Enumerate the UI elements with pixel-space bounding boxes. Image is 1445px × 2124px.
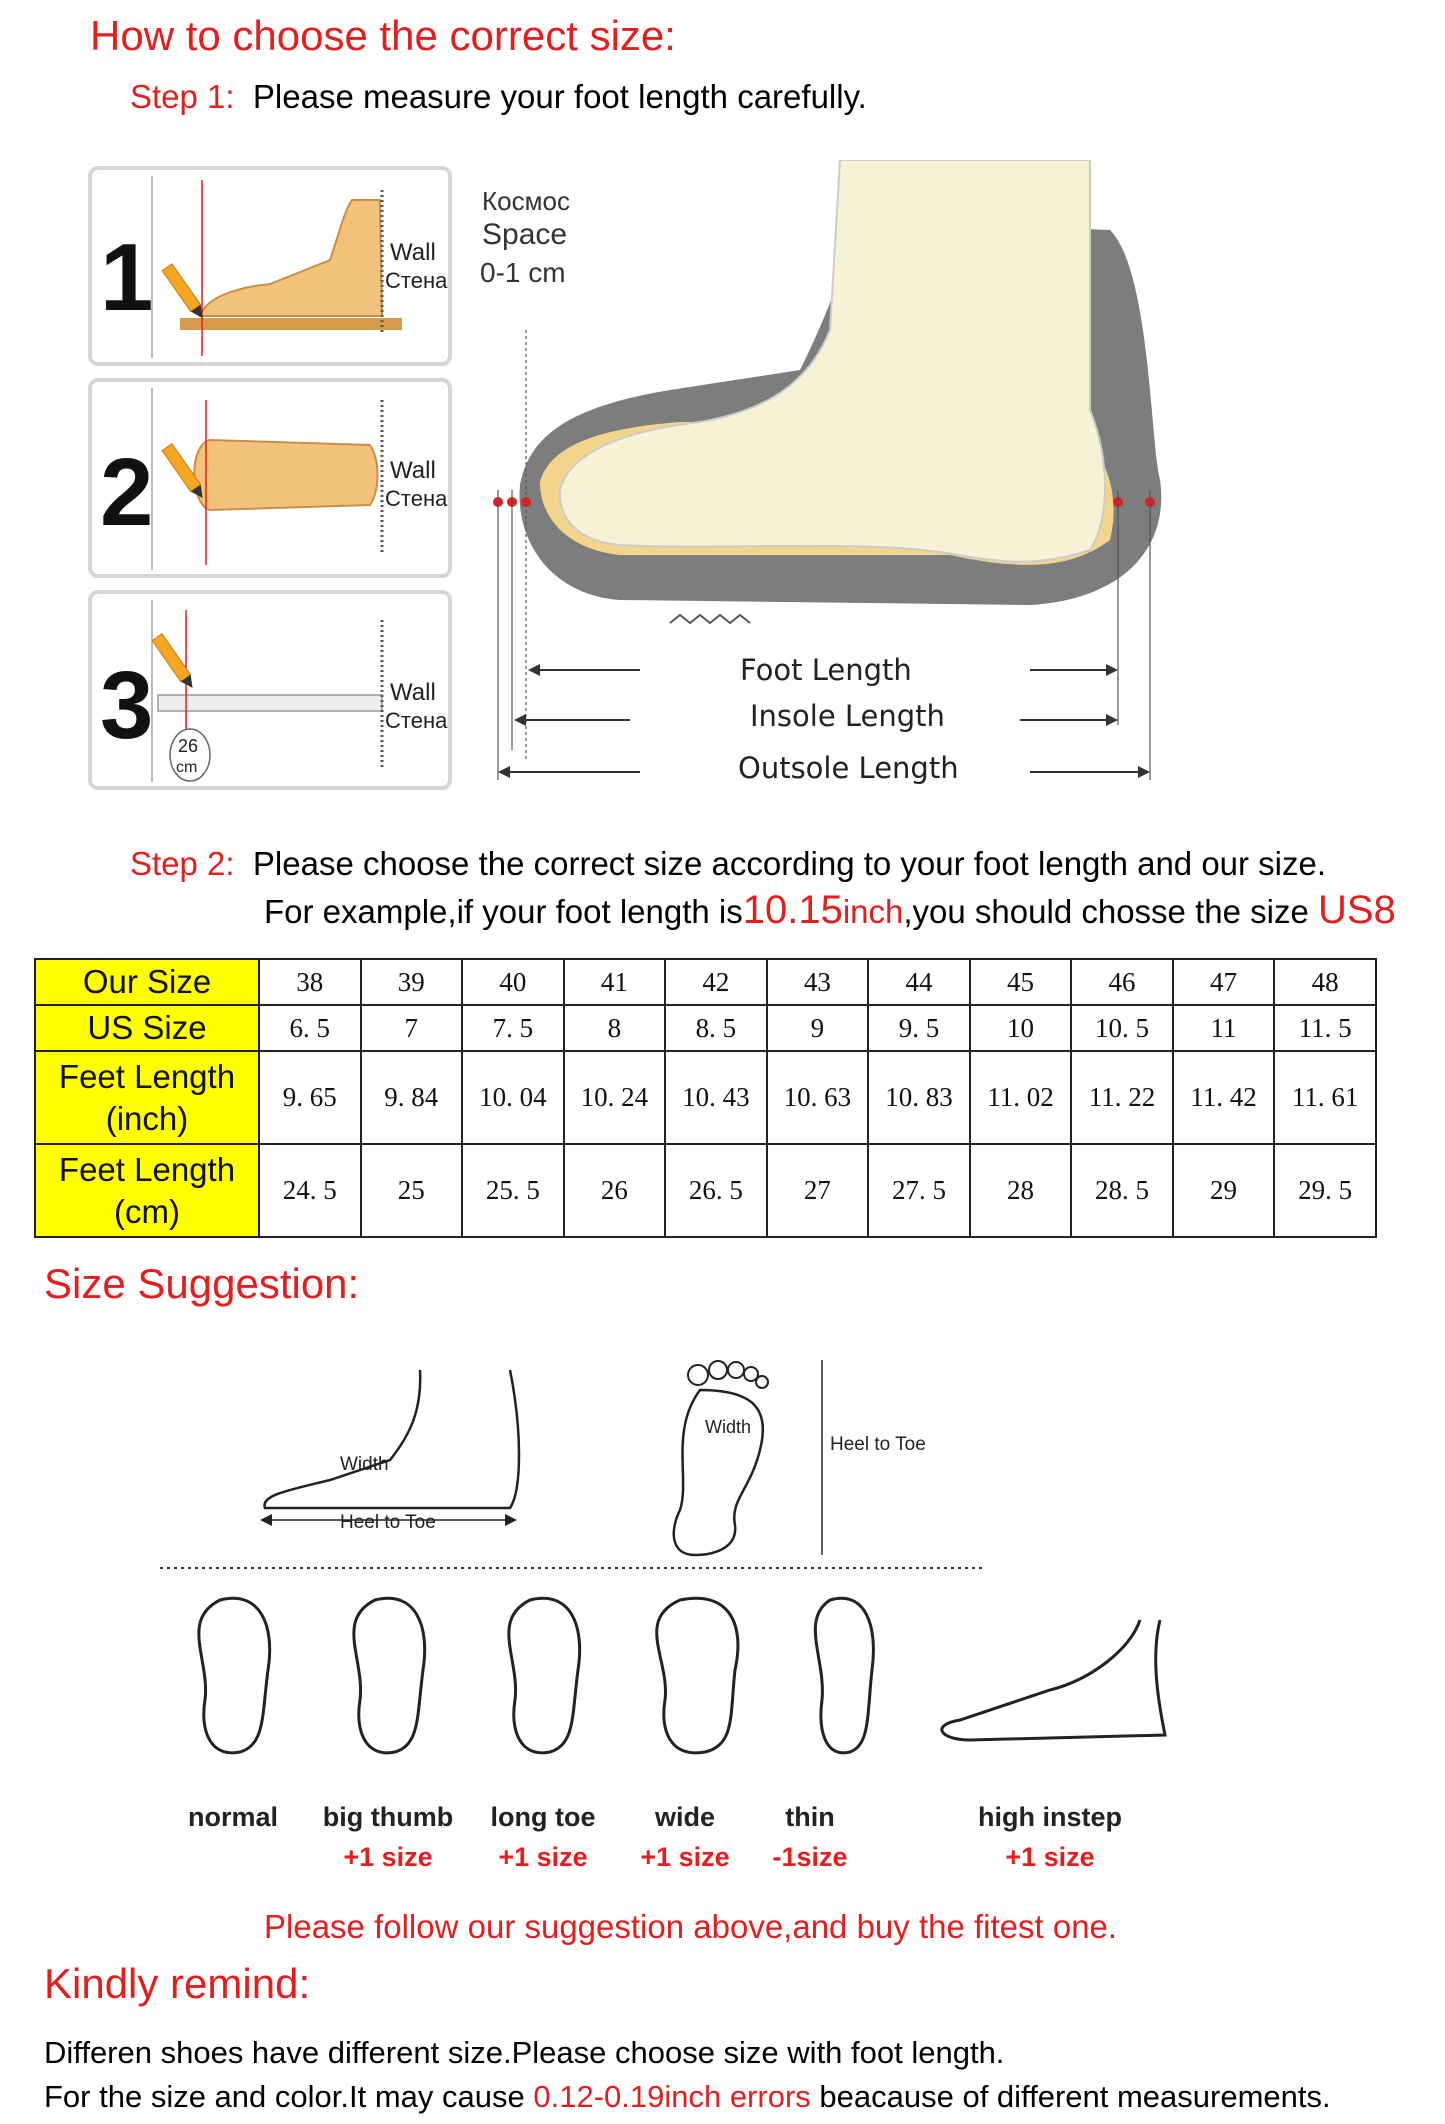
- footprint-normal-icon: [199, 1598, 270, 1753]
- foot-type-thin: thin: [785, 1802, 835, 1832]
- table-cell: 48: [1274, 959, 1376, 1005]
- foot-top-icon: [194, 440, 377, 510]
- measure-panels: [80, 160, 460, 800]
- shoe-diagram: [470, 160, 1170, 800]
- table-row-us-size: [35, 1005, 1376, 1051]
- footprint-thin-icon: [815, 1598, 873, 1753]
- example-middle: ,you should chosse the size: [903, 893, 1318, 930]
- remind-line-2-suffix: beacause of different measurements.: [810, 2079, 1331, 2114]
- row-header-unit: (inch): [105, 1099, 189, 1137]
- panel-2: [90, 380, 450, 576]
- table-cell: 8: [564, 1005, 666, 1051]
- step2-line: [130, 845, 1326, 883]
- example-prefix: For example,if your foot length is: [264, 893, 743, 930]
- example-value: 10.15: [742, 888, 843, 932]
- table-cell: 43: [767, 959, 869, 1005]
- table-cell: 11. 22: [1071, 1051, 1173, 1144]
- table-cell: 11: [1173, 1005, 1275, 1051]
- remind-line-2: [44, 2079, 1331, 2115]
- table-cell: 46: [1071, 959, 1173, 1005]
- wall-label-ru-2: Стена: [385, 486, 448, 511]
- table-cell: 7: [361, 1005, 463, 1051]
- table-cell: 11. 5: [1274, 1005, 1376, 1051]
- remind-line-1: Differen shoes have different size.Please choose size with foot length.: [44, 2035, 1005, 2070]
- table-cell: 40: [462, 959, 564, 1005]
- space-label-ru: Космос: [482, 186, 570, 216]
- foot-type-long-toe: long toe: [490, 1802, 596, 1832]
- heel-to-toe-label-top: Heel to Toe: [830, 1434, 926, 1455]
- ruler-value: 26: [178, 736, 199, 756]
- suggestion-title: Size Suggestion:: [44, 1260, 360, 1307]
- step2-example: [264, 888, 1396, 933]
- foot-high-instep-icon: [942, 1620, 1165, 1740]
- table-cell: 10. 04: [462, 1051, 564, 1144]
- row-header-text: Feet Length: [58, 1058, 236, 1096]
- top-foot-measure: [674, 1360, 926, 1555]
- table-cell: 11. 61: [1274, 1051, 1376, 1144]
- table-cell: 10. 43: [665, 1051, 767, 1144]
- table-cell: 10. 63: [767, 1051, 869, 1144]
- wall-label-en-2: Wall: [390, 457, 436, 484]
- remind-title: Kindly remind:: [44, 1960, 311, 2007]
- row-header-feet-cm: [35, 1144, 259, 1237]
- table-cell: 38: [259, 959, 361, 1005]
- table-cell: 9: [767, 1005, 869, 1051]
- adjust-high-instep: +1 size: [1005, 1842, 1095, 1872]
- table-cell: 39: [361, 959, 463, 1005]
- size-table: [34, 958, 1377, 1238]
- foot-types-diagram: [150, 1350, 1200, 1770]
- table-cell: 9. 65: [259, 1051, 361, 1144]
- foot-illustration: [560, 160, 1105, 562]
- panel-number-2: 2: [100, 439, 154, 546]
- table-cell: 41: [564, 959, 666, 1005]
- adjust-thin: -1size: [772, 1842, 848, 1872]
- adjust-wide: +1 size: [640, 1842, 730, 1872]
- panel-3: [90, 592, 450, 788]
- table-cell: 25: [361, 1144, 463, 1237]
- table-row-our-size: [35, 959, 1376, 1005]
- table-cell: 11. 02: [970, 1051, 1072, 1144]
- table-cell: 8. 5: [665, 1005, 767, 1051]
- table-cell: 42: [665, 959, 767, 1005]
- heel-to-toe-label-side: Heel to Toe: [340, 1512, 436, 1533]
- adjust-long-toe: +1 size: [498, 1842, 588, 1872]
- table-cell: 24. 5: [259, 1144, 361, 1237]
- table-cell: 7. 5: [462, 1005, 564, 1051]
- panel-number-1: 1: [100, 224, 154, 331]
- table-cell: 10. 24: [564, 1051, 666, 1144]
- table-cell: 10. 83: [868, 1051, 970, 1144]
- table-row-feet-cm: [35, 1144, 1376, 1237]
- row-header-feet-inch: [35, 1051, 259, 1144]
- step1-line: [130, 78, 867, 116]
- ruler-unit: cm: [176, 759, 198, 776]
- step1-label: Step 1:: [130, 78, 235, 115]
- foot-type-high-instep: high instep: [978, 1802, 1122, 1832]
- width-label-side: Width: [340, 1454, 389, 1475]
- remind-line-2-prefix: For the size and color.It may cause: [44, 2079, 534, 2114]
- insole-length-label: Insole Length: [750, 699, 945, 733]
- step2-text: Please choose the correct size according to your foot length and our size.: [252, 845, 1327, 882]
- follow-note: Please follow our suggestion above,and buy the fitest one.: [264, 1908, 1118, 1945]
- remind-error-range: 0.12-0.19inch errors: [533, 2079, 811, 2114]
- wall-label-en-1: Wall: [390, 239, 436, 266]
- table-cell: 25. 5: [462, 1144, 564, 1237]
- table-cell: 10. 5: [1071, 1005, 1173, 1051]
- row-header-text: Feet Length: [58, 1151, 236, 1189]
- table-cell: 28. 5: [1071, 1144, 1173, 1237]
- table-cell: 28: [970, 1144, 1072, 1237]
- outsole-length-label: Outsole Length: [738, 751, 959, 785]
- width-label-top: Width: [705, 1417, 752, 1437]
- table-cell: 6. 5: [259, 1005, 361, 1051]
- footprint-wide-icon: [657, 1598, 738, 1753]
- table-cell: 44: [868, 959, 970, 1005]
- ruler-icon: [158, 695, 382, 711]
- foot-length-label: Foot Length: [740, 653, 912, 687]
- panel-number-3: 3: [100, 652, 154, 759]
- space-range: 0-1 cm: [480, 257, 566, 288]
- table-cell: 29: [1173, 1144, 1275, 1237]
- foot-type-normal: normal: [187, 1802, 279, 1832]
- wall-label-en-3: Wall: [390, 679, 436, 706]
- table-cell: 47: [1173, 959, 1275, 1005]
- example-unit: inch: [842, 893, 904, 930]
- table-cell: 26: [564, 1144, 666, 1237]
- row-header-unit: (cm): [114, 1192, 180, 1230]
- space-label-en: Space: [482, 218, 568, 251]
- foot-type-big-thumb: big thumb: [322, 1802, 454, 1832]
- table-cell: 27: [767, 1144, 869, 1237]
- table-cell: 11. 42: [1173, 1051, 1275, 1144]
- table-cell: 29. 5: [1274, 1144, 1376, 1237]
- table-cell: 9. 84: [361, 1051, 463, 1144]
- footprint-big-thumb-icon: [354, 1598, 425, 1753]
- example-size: US8: [1317, 888, 1396, 932]
- panel-1: [90, 168, 450, 364]
- table-cell: 9. 5: [868, 1005, 970, 1051]
- table-cell: 45: [970, 959, 1072, 1005]
- adjust-big-thumb: +1 size: [343, 1842, 433, 1872]
- table-row-feet-inch: [35, 1051, 1376, 1144]
- table-cell: 26. 5: [665, 1144, 767, 1237]
- step1-text: Please measure your foot length carefully.: [252, 78, 867, 115]
- page-title: How to choose the correct size:: [90, 12, 676, 59]
- step2-label: Step 2:: [130, 845, 235, 882]
- row-header-us-size: US Size: [35, 1005, 259, 1051]
- footprint-long-toe-icon: [509, 1598, 580, 1753]
- side-foot-measure: [260, 1370, 519, 1533]
- row-header-our-size: Our Size: [35, 959, 259, 1005]
- table-cell: 10: [970, 1005, 1072, 1051]
- foot-type-wide: wide: [654, 1802, 715, 1832]
- table-cell: 27. 5: [868, 1144, 970, 1237]
- wall-label-ru-3: Стена: [385, 708, 448, 733]
- wall-label-ru-1: Стена: [385, 268, 448, 293]
